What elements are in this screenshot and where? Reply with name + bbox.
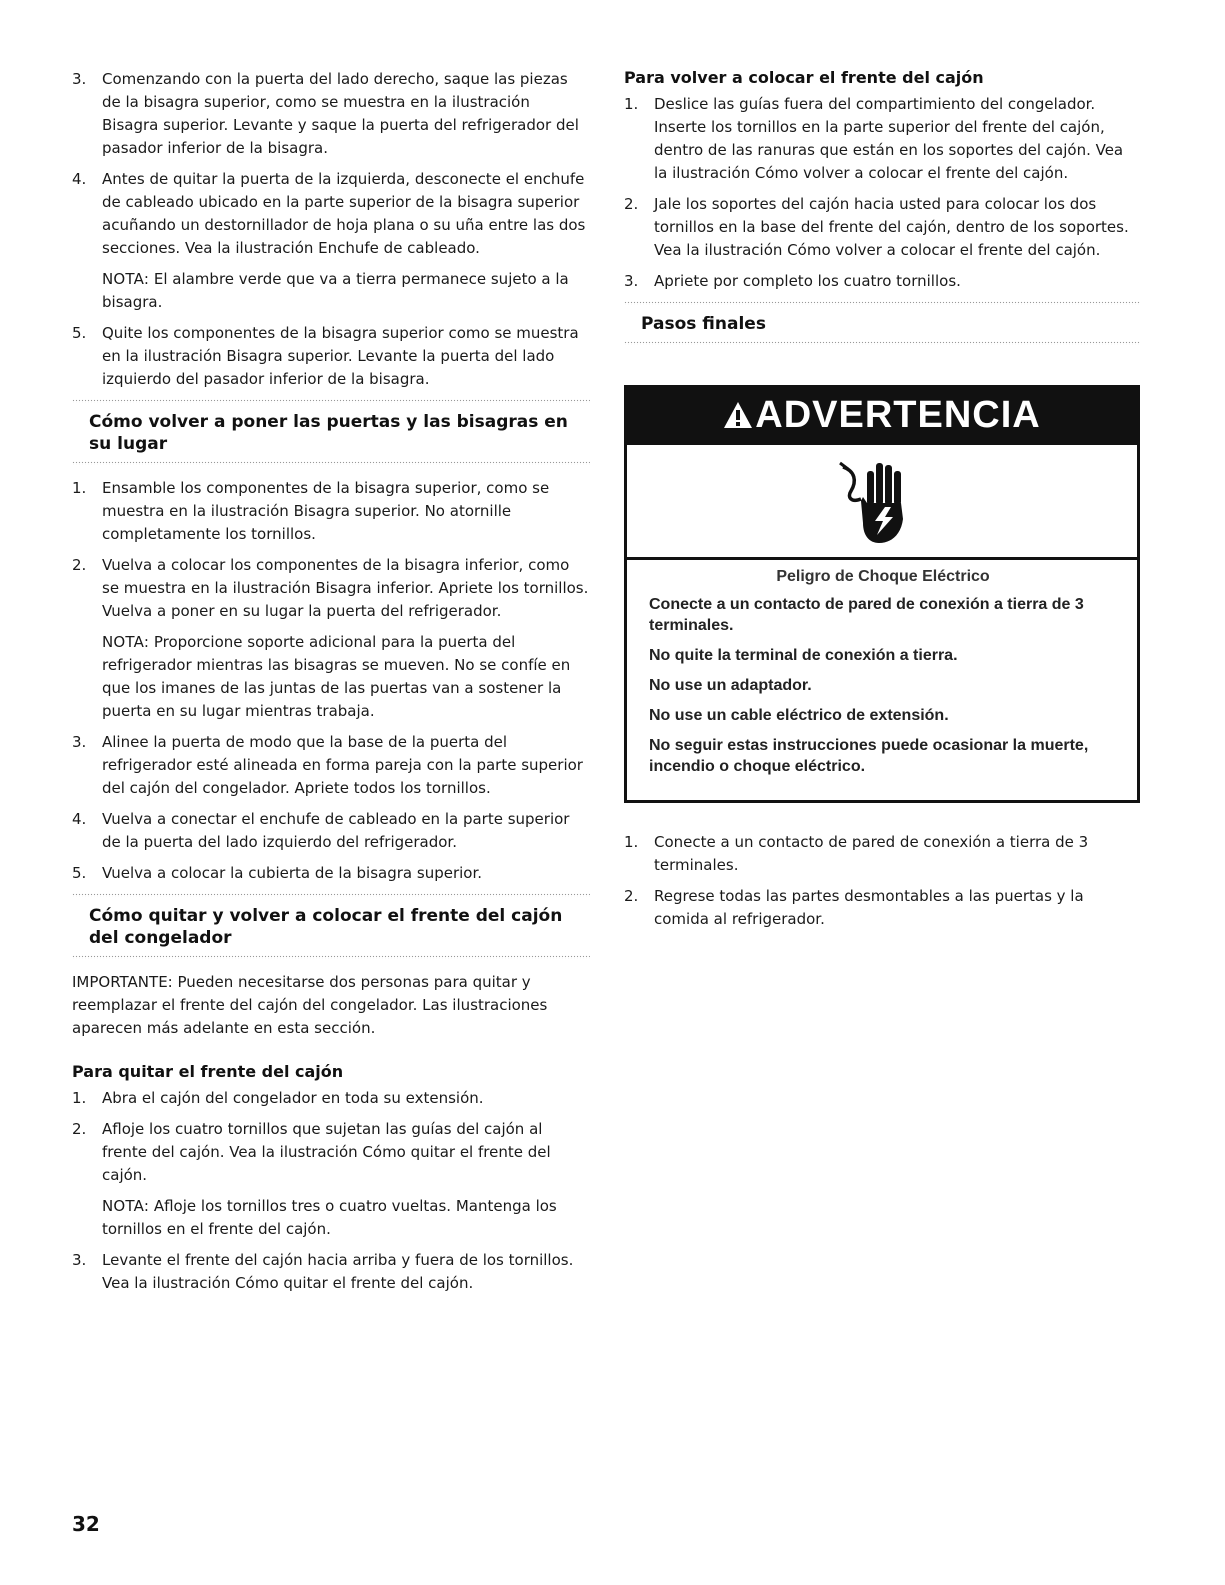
step-number: 3. <box>72 1251 87 1269</box>
warning-body <box>627 560 1137 800</box>
step-number: 3. <box>624 272 639 290</box>
list-item <box>72 1249 590 1295</box>
list-item <box>624 193 1140 262</box>
doors-steps <box>72 477 590 885</box>
step-text: Abra el cajón del congelador en toda su extensión. <box>102 1089 484 1107</box>
list-item <box>624 885 1140 931</box>
dotted-divider <box>624 341 1140 345</box>
remove-drawer-steps <box>72 1087 590 1295</box>
warning-line: No quite la terminal de conexión a tierra. <box>649 647 958 664</box>
page-number: 32 <box>72 1512 100 1536</box>
step-number: 2. <box>72 1120 87 1138</box>
note <box>102 268 590 314</box>
warning-graphic <box>627 445 1137 560</box>
intro-steps <box>72 68 590 391</box>
remove-drawer-subheading: Para quitar el frente del cajón <box>72 1062 344 1081</box>
final-steps <box>624 831 1140 931</box>
warning-header-text: ADVERTENCIA <box>755 394 1041 436</box>
list-item <box>72 731 590 800</box>
step-text: Jale los soportes del cajón hacia usted para colocar los dos tornillos en la base del frente del cajón, dentro de los soportes. Vea la ilustración Cómo volver a colocar el frente del cajón. <box>654 195 1129 259</box>
list-item <box>72 862 590 885</box>
replace-drawer-steps <box>624 93 1140 293</box>
step-text: Regrese todas las partes desmontables a las puertas y la comida al refrigerador. <box>654 887 1084 928</box>
list-item <box>72 1087 590 1110</box>
section-title: Cómo volver a poner las puertas y las bisagras en su lugar <box>89 412 568 454</box>
note-text: El alambre verde que va a tierra permanece sujeto a la bisagra. <box>102 270 569 311</box>
dotted-divider <box>72 955 590 959</box>
step-number: 1. <box>624 95 639 113</box>
step-text: Vuelva a conectar el enchufe de cableado en la parte superior de la puerta del lado izquierdo del refrigerador. <box>102 810 570 851</box>
note-label: NOTA: <box>102 270 150 288</box>
step-number: 3. <box>72 70 87 88</box>
step-text: Vuelva a colocar la cubierta de la bisagra superior. <box>102 864 483 882</box>
important-text: Pueden necesitarse dos personas para quitar y reemplazar el frente del cajón del congelador. Las ilustraciones aparecen más adelante en esta sección. <box>72 973 548 1037</box>
step-number: 2. <box>624 887 639 905</box>
step-text: Levante el frente del cajón hacia arriba y fuera de los tornillos. Vea la ilustración Cómo quitar el frente del cajón. <box>102 1251 574 1292</box>
warning-triangle-icon <box>723 396 753 439</box>
step-text: Conecte a un contacto de pared de conexión a tierra de 3 terminales. <box>654 833 1089 874</box>
note <box>102 1195 590 1241</box>
list-item <box>72 168 590 314</box>
note-label: NOTA: <box>102 633 150 651</box>
step-text: Antes de quitar la puerta de la izquierda, desconecte el enchufe de cableado ubicado en la parte superior de la bisagra superior acuñando un destornillador de hoja plana o su uña entre las dos secciones. Vea la ilustración Enchufe de cableado. <box>102 170 586 257</box>
step-number: 1. <box>72 1089 87 1107</box>
step-text: Apriete por completo los cuatro tornillos. <box>654 272 961 290</box>
list-item <box>72 554 590 723</box>
section-heading-drawer <box>72 893 590 959</box>
list-item <box>72 477 590 546</box>
note <box>102 631 590 723</box>
step-number: 2. <box>72 556 87 574</box>
section-title: Pasos finales <box>641 314 766 334</box>
note-text: Proporcione soporte adicional para la puerta del refrigerador mientras las bisagras se mueven. No se confíe en que los imanes de las juntas de las puertas van a sostener la puerta en su lugar mientras trabaja. <box>102 633 571 720</box>
section-heading-final <box>624 301 1140 345</box>
step-text: Ensamble los componentes de la bisagra superior, como se muestra en la ilustración Bisagra superior. No atornille completamente los tornillos. <box>102 479 550 543</box>
step-text: Afloje los cuatro tornillos que sujetan las guías del cajón al frente del cajón. Vea la ilustración Cómo quitar el frente del cajón. <box>102 1120 551 1184</box>
list-item <box>72 808 590 854</box>
list-item <box>624 270 1140 293</box>
important-paragraph <box>72 971 590 1040</box>
note-label: NOTA: <box>102 1197 150 1215</box>
step-text: Vuelva a colocar los componentes de la bisagra inferior, como se muestra en la ilustración Bisagra inferior. Apriete los tornillos. Vuelva a poner en su lugar la puerta del refrigerador. <box>102 556 589 620</box>
section-heading-doors <box>72 399 590 465</box>
step-number: 1. <box>624 833 639 851</box>
list-item <box>72 322 590 391</box>
list-item <box>624 831 1140 877</box>
step-number: 4. <box>72 810 87 828</box>
step-text: Alinee la puerta de modo que la base de la puerta del refrigerador esté alineada en forma pareja con la parte superior del cajón del congelador. Apriete todos los tornillos. <box>102 733 583 797</box>
warning-line: No seguir estas instrucciones puede ocasionar la muerte, incendio o choque eléctrico. <box>649 737 1089 775</box>
warning-line: Conecte a un contacto de pared de conexión a tierra de 3 terminales. <box>649 596 1084 634</box>
step-number: 2. <box>624 195 639 213</box>
step-number: 1. <box>72 479 87 497</box>
step-text: Deslice las guías fuera del compartimiento del congelador. Inserte los tornillos en la parte superior del frente del cajón, dentro de las ranuras que están en los soportes del cajón. Vea la ilustración Cómo volver a colocar el frente del cajón. <box>654 95 1124 182</box>
step-number: 5. <box>72 324 87 342</box>
list-item <box>624 93 1140 185</box>
step-number: 5. <box>72 864 87 882</box>
step-text: Comenzando con la puerta del lado derecho, saque las piezas de la bisagra superior, como se muestra en la ilustración Bisagra superior. Levante y saque la puerta del refrigerador del pasador inferior de la bisagra. <box>102 70 579 157</box>
step-number: 4. <box>72 170 87 188</box>
warning-header <box>627 388 1137 445</box>
warning-subtitle: Peligro de Choque Eléctrico <box>776 568 990 585</box>
dotted-divider <box>72 461 590 465</box>
replace-drawer-subheading: Para volver a colocar el frente del cajón <box>624 68 984 87</box>
step-number: 3. <box>72 733 87 751</box>
electric-shock-hand-icon <box>837 457 927 547</box>
important-label: IMPORTANTE: <box>72 973 173 991</box>
right-column <box>624 68 1140 939</box>
warning-line: No use un cable eléctrico de extensión. <box>649 707 949 724</box>
step-text: Quite los componentes de la bisagra superior como se muestra en la ilustración Bisagra superior. Levante la puerta del lado izquierdo del pasador inferior de la bisagra. <box>102 324 579 388</box>
list-item <box>72 1118 590 1241</box>
list-item <box>72 68 590 160</box>
section-title: Cómo quitar y volver a colocar el frente del cajón del congelador <box>89 906 563 948</box>
note-text: Afloje los tornillos tres o cuatro vueltas. Mantenga los tornillos en el frente del cajón. <box>102 1197 557 1238</box>
warning-line: No use un adaptador. <box>649 677 812 694</box>
warning-box <box>624 385 1140 803</box>
left-column <box>72 68 590 1303</box>
